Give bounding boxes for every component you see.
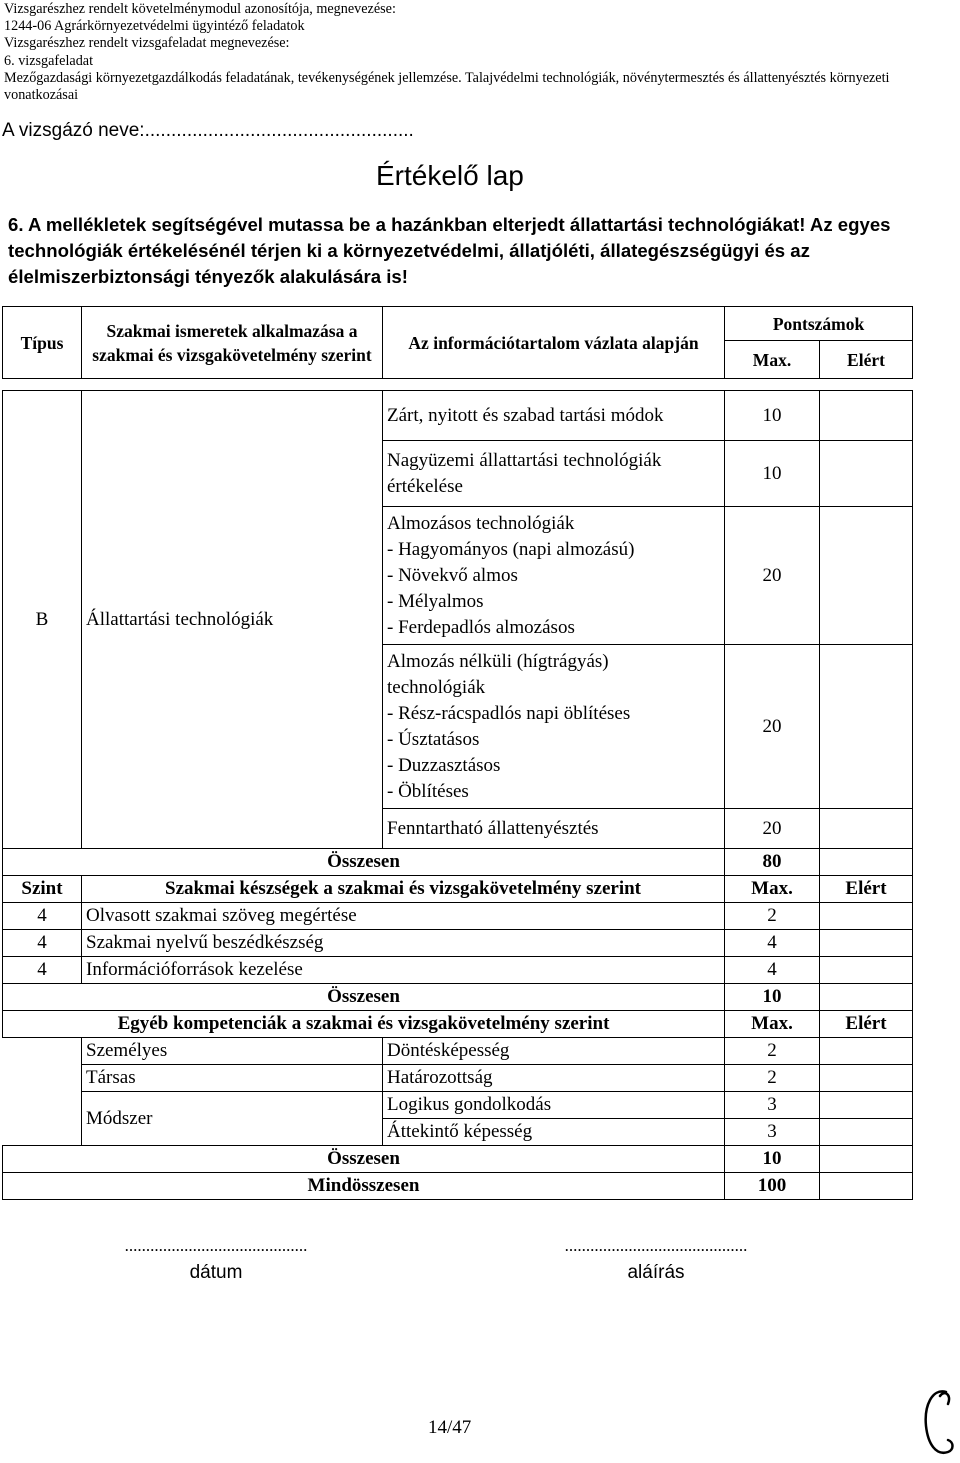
grand-total-max: 100: [725, 1173, 820, 1200]
col-level-header: Szint: [3, 876, 82, 903]
header-line-task-name: Mezőgazdasági környezetgazdálkodás feladatának, tevékenységének jellemzése. Talajvédelmi technológiák, növénytermesztés és állattenyésztés környezeti vonatkozásai: [4, 69, 890, 104]
col-max3-header: Max.: [725, 1011, 820, 1038]
examinee-name-field[interactable]: A vizsgázó neve:...................................................: [2, 120, 414, 141]
col-type-header: Típus: [3, 307, 82, 379]
total-max: 10: [725, 984, 820, 1011]
total-label: Összesen: [3, 984, 725, 1011]
competency-group: Módszer: [82, 1092, 383, 1146]
table3-header-row: [3, 1011, 913, 1038]
max-points: 2: [725, 903, 820, 930]
date-label: dátum: [189, 1262, 243, 1283]
content-item: Fenntartható állattenyésztés: [383, 809, 725, 849]
col-skills-header: Szakmai ismeretek alkalmazása a szakmai és vizsgakövetelmény szerint: [82, 307, 383, 379]
header-line-module-name: 1244-06 Agrárkörnyezetvédelmi ügyintéző feladatok: [4, 18, 305, 35]
col-competencies-header: Egyéb kompetenciák a szakmai és vizsgakövetelmény szerint: [3, 1011, 725, 1038]
achieved-points-input[interactable]: [820, 391, 913, 441]
competency-group: Személyes: [82, 1038, 383, 1065]
achieved-points-input[interactable]: [820, 1119, 913, 1146]
max-points: 20: [725, 507, 820, 645]
total-max: 10: [725, 1146, 820, 1173]
table-row: [3, 391, 913, 441]
table2-header-row: [3, 876, 913, 903]
col-achieved3-header: Elért: [820, 1011, 913, 1038]
achieved-points-input[interactable]: [820, 809, 913, 849]
skill-label: Információforrások kezelése: [82, 957, 725, 984]
level-value: 4: [3, 957, 82, 984]
achieved-points-input[interactable]: [820, 903, 913, 930]
table-row: [3, 903, 913, 930]
page-title: Értékelő lap: [376, 160, 524, 191]
document-header: [4, 1, 944, 104]
total-max: 80: [725, 849, 820, 876]
total-achieved-input[interactable]: [820, 1146, 913, 1173]
total-achieved-input[interactable]: [820, 849, 913, 876]
achieved-points-input[interactable]: [820, 1065, 913, 1092]
achieved-points-input[interactable]: [820, 441, 913, 507]
competency-group: Társas: [82, 1065, 383, 1092]
table2-total-row: [3, 984, 913, 1011]
type-value: B: [3, 391, 82, 849]
col-skills2-header: Szakmai készségek a szakmai és vizsgakövetelmény szerint: [82, 876, 725, 903]
max-points: 2: [725, 1038, 820, 1065]
table-row: [3, 1092, 913, 1119]
table-row: [3, 957, 913, 984]
date-line[interactable]: ...........................................: [124, 1236, 308, 1255]
max-points: 4: [725, 957, 820, 984]
col-points-header: Pontszámok: [725, 307, 913, 341]
max-points: 20: [725, 645, 820, 809]
page-number: 14/47: [428, 1417, 472, 1438]
content-item: Almozás nélküli (hígtrágyás) technológiák - Rész-rácspadlós napi öblítéses - Úsztatásos - Duzzasztásos - Öblítéses: [383, 645, 725, 809]
table1-header-row: [3, 307, 913, 341]
achieved-points-input[interactable]: [820, 930, 913, 957]
header-line-task-label: Vizsgarészhez rendelt vizsgafeladat megnevezése:: [4, 35, 290, 52]
competency-label: Logikus gondolkodás: [383, 1092, 725, 1119]
skill-label: Szakmai nyelvű beszédkészség: [82, 930, 725, 957]
content-item: Zárt, nyitott és szabad tartási módok: [383, 391, 725, 441]
table-row: [3, 1065, 913, 1092]
max-points: 20: [725, 809, 820, 849]
header-line-task-number: 6. vizsgafeladat: [4, 52, 94, 69]
sign-signature-block: [526, 1236, 786, 1284]
header-line-module-label: Vizsgarészhez rendelt követelménymodul azonosítója, megnevezése:: [4, 1, 396, 17]
achieved-points-input[interactable]: [820, 1092, 913, 1119]
competency-label: Döntésképesség: [383, 1038, 725, 1065]
max-points: 4: [725, 930, 820, 957]
col-content-header: Az információtartalom vázlata alapján: [383, 307, 725, 379]
col-max2-header: Max.: [725, 876, 820, 903]
col-achieved2-header: Elért: [820, 876, 913, 903]
col-achieved-header: Elért: [820, 341, 913, 379]
grand-total-achieved-input[interactable]: [820, 1173, 913, 1200]
max-points: 10: [725, 391, 820, 441]
table1-total-row: [3, 849, 913, 876]
max-points: 10: [725, 441, 820, 507]
grand-total-label: Mindösszesen: [3, 1173, 725, 1200]
evaluation-table: [2, 306, 913, 1200]
skill-value: Állattartási technológiák: [82, 391, 383, 849]
total-label: Összesen: [3, 1146, 725, 1173]
total-label: Összesen: [3, 849, 725, 876]
sign-label: aláírás: [627, 1262, 685, 1283]
content-item: Nagyüzemi állattartási technológiák értékelése: [383, 441, 725, 507]
competency-label: Áttekintő képesség: [383, 1119, 725, 1146]
sign-line[interactable]: ...........................................: [564, 1236, 748, 1255]
col-max-header: Max.: [725, 341, 820, 379]
max-points: 3: [725, 1092, 820, 1119]
competency-label: Határozottság: [383, 1065, 725, 1092]
achieved-points-input[interactable]: [820, 1038, 913, 1065]
max-points: 3: [725, 1119, 820, 1146]
achieved-points-input[interactable]: [820, 957, 913, 984]
skill-label: Olvasott szakmai szöveg megértése: [82, 903, 725, 930]
max-points: 2: [725, 1065, 820, 1092]
total-achieved-input[interactable]: [820, 984, 913, 1011]
achieved-points-input[interactable]: [820, 507, 913, 645]
table3-total-row: [3, 1146, 913, 1173]
handwritten-signature-mark: [918, 1386, 958, 1460]
table1-spacer-row: [3, 379, 913, 391]
date-signature-block: [86, 1236, 346, 1284]
level-value: 4: [3, 930, 82, 957]
table-row: [3, 1038, 913, 1065]
level-value: 4: [3, 903, 82, 930]
table-row: [3, 930, 913, 957]
achieved-points-input[interactable]: [820, 645, 913, 809]
task-description: 6. A mellékletek segítségével mutassa be a hazánkban elterjedt állattartási technológiákat! Az egyes technológiák értékelésénél térjen ki a környezetvédelmi, állatjóléti, állategészségügyi és az élelmiszerbiztonsági tényezők alakulására is!: [8, 214, 891, 287]
content-item: Almozásos technológiák - Hagyományos (napi almozású) - Növekvő almos - Mélyalmos - Ferdepadlós almozásos: [383, 507, 725, 645]
grand-total-row: [3, 1173, 913, 1200]
